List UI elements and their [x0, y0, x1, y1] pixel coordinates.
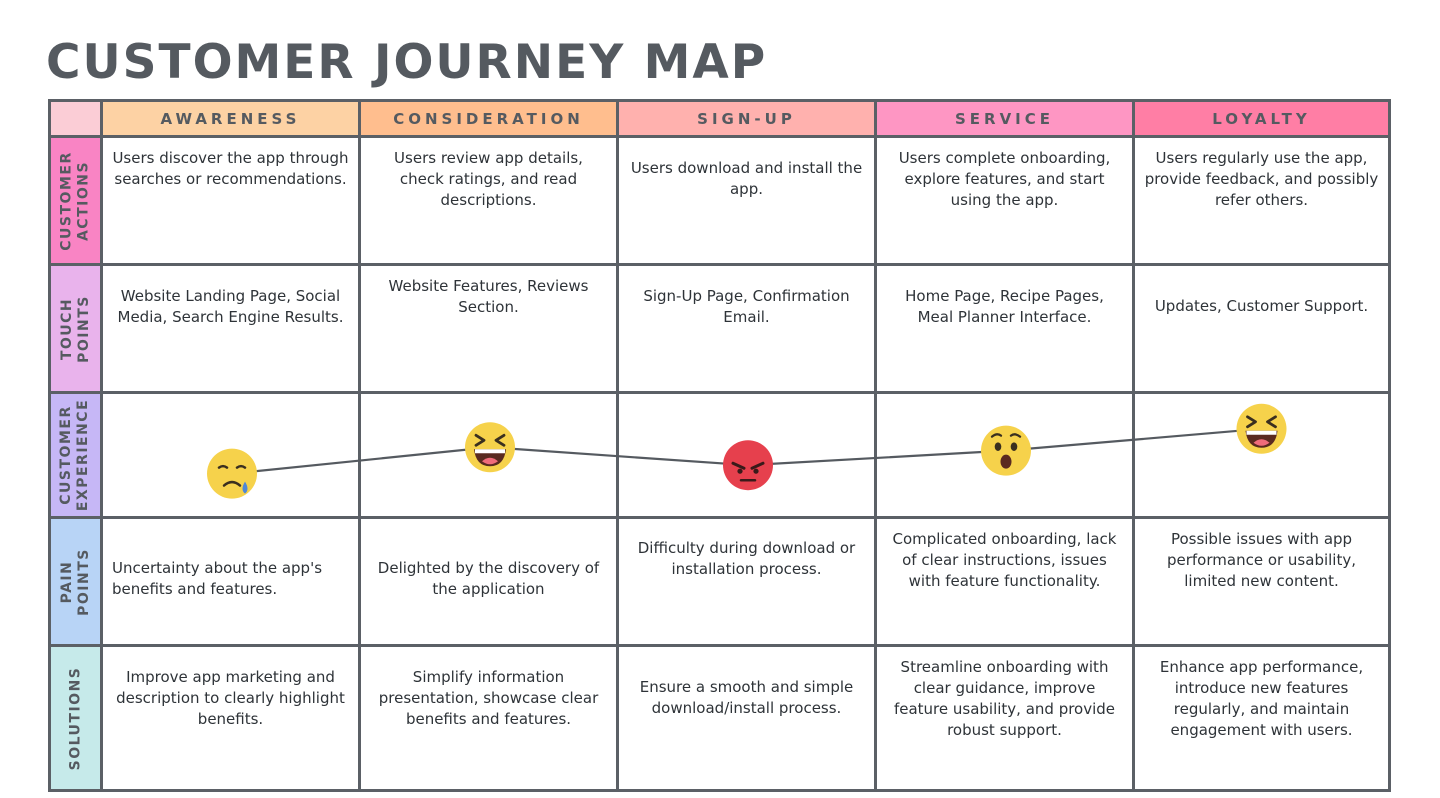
customer-actions-service: Users complete onboarding, explore features, and start using the app.: [877, 138, 1135, 266]
stage-header-awareness: AWARENESS: [103, 102, 361, 138]
experience-curve: [51, 102, 1388, 789]
customer-actions-loyalty: Users regularly use the app, provide feedback, and possibly refer others.: [1135, 138, 1388, 266]
row-label: TOUCH POINTS: [58, 294, 92, 363]
pain-points-service: Complicated onboarding, lack of clear instructions, issues with feature functionality.: [877, 519, 1135, 647]
row-label: PAIN POINTS: [58, 547, 92, 616]
touch-points-loyalty: Updates, Customer Support.: [1135, 266, 1388, 394]
stage-header-consideration: CONSIDERATION: [361, 102, 619, 138]
row-label: CUSTOMER ACTIONS: [58, 150, 92, 251]
solutions-sign-up: Ensure a smooth and simple download/install process.: [619, 647, 877, 789]
row-label: CUSTOMER EXPERIENCE: [58, 398, 92, 512]
stage-header-service: SERVICE: [877, 102, 1135, 138]
stage-header-loyalty: LOYALTY: [1135, 102, 1388, 138]
solutions-service: Streamline onboarding with clear guidance, improve feature usability, and provide robust support.: [877, 647, 1135, 789]
surprised-emoji-icon: [981, 426, 1031, 476]
solutions-loyalty: Enhance app performance, introduce new features regularly, and maintain engagement with users.: [1159, 658, 1364, 739]
touch-points-consideration: Website Features, Reviews Section.: [361, 266, 619, 394]
laughing-emoji-icon: [465, 422, 515, 472]
page-title: CUSTOMER JOURNEY MAP: [46, 35, 768, 90]
pain-points-sign-up: Difficulty during download or installation process.: [619, 519, 877, 647]
laughing-emoji-icon: [1237, 404, 1287, 454]
pain-points-awareness: Uncertainty about the app's benefits and features.: [103, 519, 361, 647]
customer-actions-awareness: Users discover the app through searches or recommendations.: [103, 138, 361, 266]
row-label: SOLUTIONS: [67, 666, 84, 770]
solutions-awareness: Improve app marketing and description to clearly highlight benefits.: [103, 647, 361, 789]
solutions-consideration: Simplify information presentation, showcase clear benefits and features.: [361, 647, 619, 789]
touch-points-sign-up: Sign-Up Page, Confirmation Email.: [619, 266, 877, 394]
customer-actions-sign-up: Users download and install the app.: [619, 138, 877, 266]
pain-points-consideration: Delighted by the discovery of the application: [361, 519, 619, 647]
touch-points-service: Home Page, Recipe Pages, Meal Planner Interface.: [877, 266, 1135, 394]
sad-crying-emoji-icon: [207, 449, 257, 499]
touch-points-awareness: Website Landing Page, Social Media, Search Engine Results.: [103, 266, 361, 394]
pain-points-loyalty: Possible issues with app performance or usability, limited new content.: [1135, 519, 1388, 647]
journey-map-grid: [48, 99, 1391, 792]
stage-header-sign-up: SIGN-UP: [619, 102, 877, 138]
customer-actions-consideration: Users review app details, check ratings, and read descriptions.: [361, 138, 619, 266]
angry-emoji-icon: [723, 440, 773, 490]
